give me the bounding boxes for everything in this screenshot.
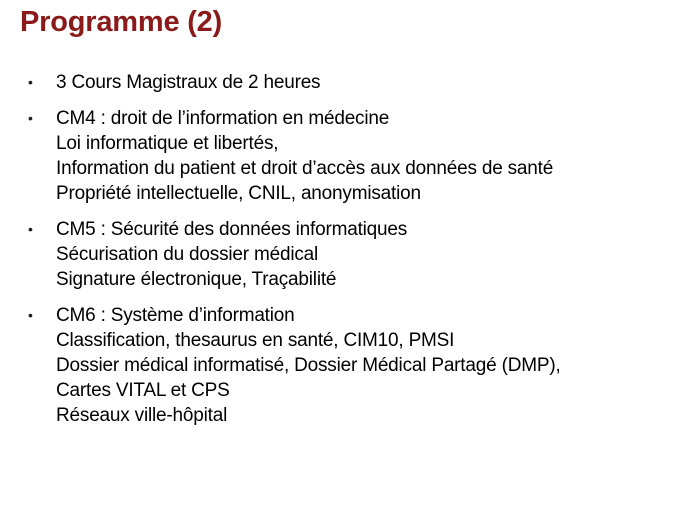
bullet-line: Cartes VITAL et CPS <box>56 380 230 401</box>
bullet-line: CM5 : Sécurité des données informatiques <box>56 219 408 240</box>
bullet-line: CM4 : droit de l’information en médecine <box>56 108 390 129</box>
bullet-item-1 <box>28 70 668 95</box>
bullet-item-3 <box>28 217 668 292</box>
bullet-icon: • <box>28 74 33 90</box>
slide-title: Programme (2) <box>20 6 223 38</box>
bullet-item-2 <box>28 106 668 206</box>
bullet-line: Propriété intellectuelle, CNIL, anonymisation <box>56 183 421 204</box>
bullet-line: Classification, thesaurus en santé, CIM10, PMSI <box>56 330 455 351</box>
bullet-line: Signature électronique, Traçabilité <box>56 269 337 290</box>
bullet-line: Information du patient et droit d’accès aux données de santé <box>56 158 554 179</box>
bullet-line: CM6 : Système d’information <box>56 305 295 326</box>
bullet-list <box>28 70 668 428</box>
bullet-icon: • <box>28 307 33 323</box>
bullet-line: Réseaux ville-hôpital <box>56 405 228 426</box>
bullet-line: Loi informatique et libertés, <box>56 133 279 154</box>
bullet-line: Dossier médical informatisé, Dossier Médical Partagé (DMP), <box>56 355 561 376</box>
bullet-line: Sécurisation du dossier médical <box>56 244 319 265</box>
bullet-line: 3 Cours Magistraux de 2 heures <box>56 72 321 93</box>
bullet-icon: • <box>28 110 33 126</box>
bullet-item-4 <box>28 303 668 428</box>
bullet-icon: • <box>28 221 33 237</box>
